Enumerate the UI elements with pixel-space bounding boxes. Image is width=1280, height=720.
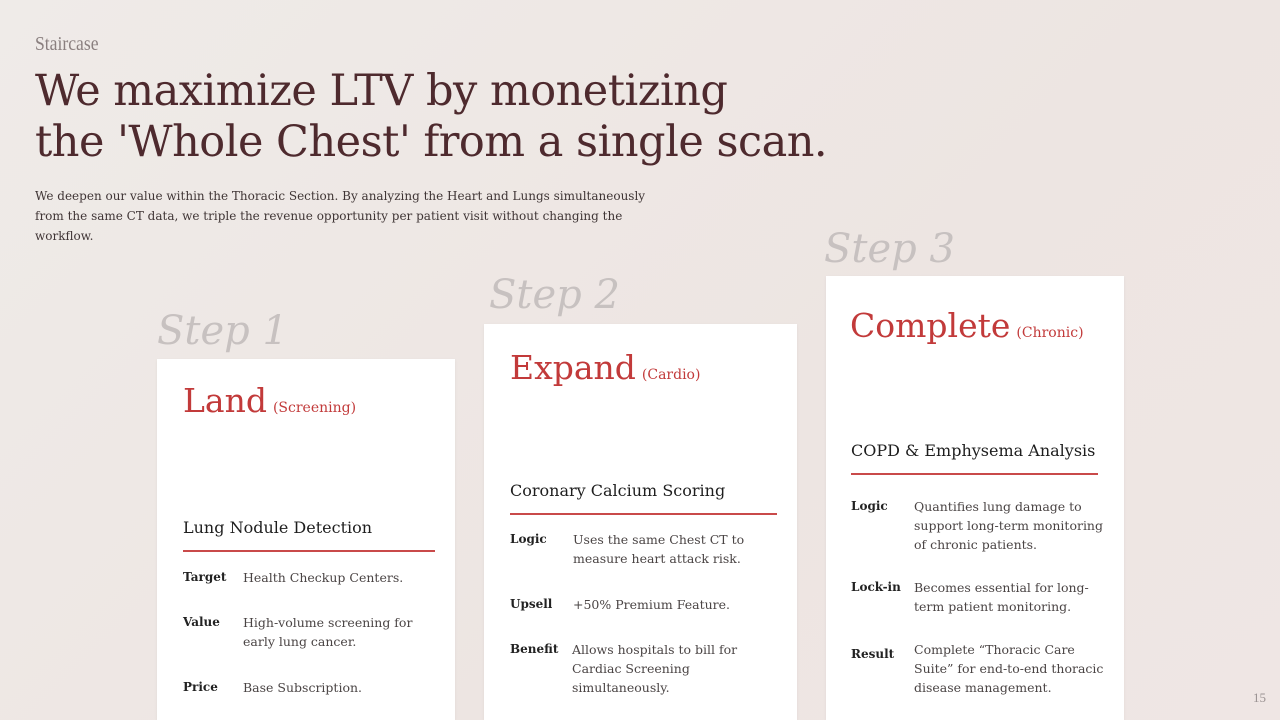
step-2-title: Expand: [510, 348, 636, 387]
row-value: Uses the same Chest CT to measure heart attack risk.: [573, 532, 745, 566]
step-2-subtitle: (Cardio): [641, 367, 701, 383]
step-3-card: [826, 276, 1124, 720]
kicker: Staircase: [35, 33, 99, 55]
step-3-row: [851, 497, 1108, 554]
step-1-label: Step 1: [157, 308, 288, 354]
page-title: [35, 66, 827, 168]
step-3-subtitle: (Chronic): [1016, 325, 1084, 341]
row-value: Complete “Thoracic Care Suite” for end-to-end thoracic disease management.: [914, 642, 1104, 695]
step-3-title: Complete: [850, 306, 1011, 345]
step-2-row: [510, 595, 781, 614]
step-3-row: [851, 578, 1108, 616]
row-value: Health Checkup Centers.: [243, 570, 404, 585]
step-1-card: [157, 359, 455, 720]
row-key: Lock-in: [851, 580, 901, 594]
step-1-title: Land: [183, 381, 267, 420]
row-value: Allows hospitals to bill for Cardiac Screening simultaneously.: [572, 642, 738, 695]
row-value: +50% Premium Feature.: [573, 597, 731, 612]
step-1-row: [183, 568, 439, 587]
row-key: Logic: [851, 499, 888, 513]
row-value: High-volume screening for early lung cancer.: [243, 615, 413, 649]
step-2-label: Step 2: [489, 272, 620, 318]
step-2-row: [510, 530, 781, 568]
page-subtitle: We deepen our value within the Thoracic Section. By analyzing the Heart and Lungs simultaneously from the same CT data, we triple the revenue opportunity per patient visit without changing the workflow.: [35, 189, 646, 243]
row-key: Result: [851, 647, 895, 661]
row-key: Value: [183, 615, 220, 629]
row-value: Becomes essential for long-term patient monitoring.: [914, 580, 1089, 614]
row-key: Upsell: [510, 597, 553, 611]
row-key: Logic: [510, 532, 547, 546]
step-1-heading: [183, 381, 356, 420]
step-2-row: [510, 640, 781, 697]
step-2-feature: Coronary Calcium Scoring: [510, 481, 777, 515]
page-title-line-2: the 'Whole Chest' from a single scan.: [35, 117, 828, 167]
row-value: Quantifies lung damage to support long-term monitoring of chronic patients.: [914, 499, 1103, 552]
step-3-heading: [850, 306, 1084, 345]
step-3-feature: COPD & Emphysema Analysis: [851, 441, 1098, 475]
step-1-feature: Lung Nodule Detection: [183, 518, 435, 552]
step-1-row: [183, 678, 439, 697]
step-2-heading: [510, 348, 700, 387]
page-number: 15: [1253, 690, 1266, 705]
page-title-line-1: We maximize LTV by monetizing: [35, 66, 728, 116]
row-key: Benefit: [510, 642, 559, 656]
row-key: Price: [183, 680, 218, 694]
step-3-row: [851, 640, 1108, 697]
step-1-subtitle: (Screening): [272, 400, 357, 416]
step-2-card: [484, 324, 797, 720]
step-1-row: [183, 613, 439, 651]
row-key: Target: [183, 570, 227, 584]
row-value: Base Subscription.: [243, 680, 363, 695]
step-3-label: Step 3: [824, 226, 955, 272]
